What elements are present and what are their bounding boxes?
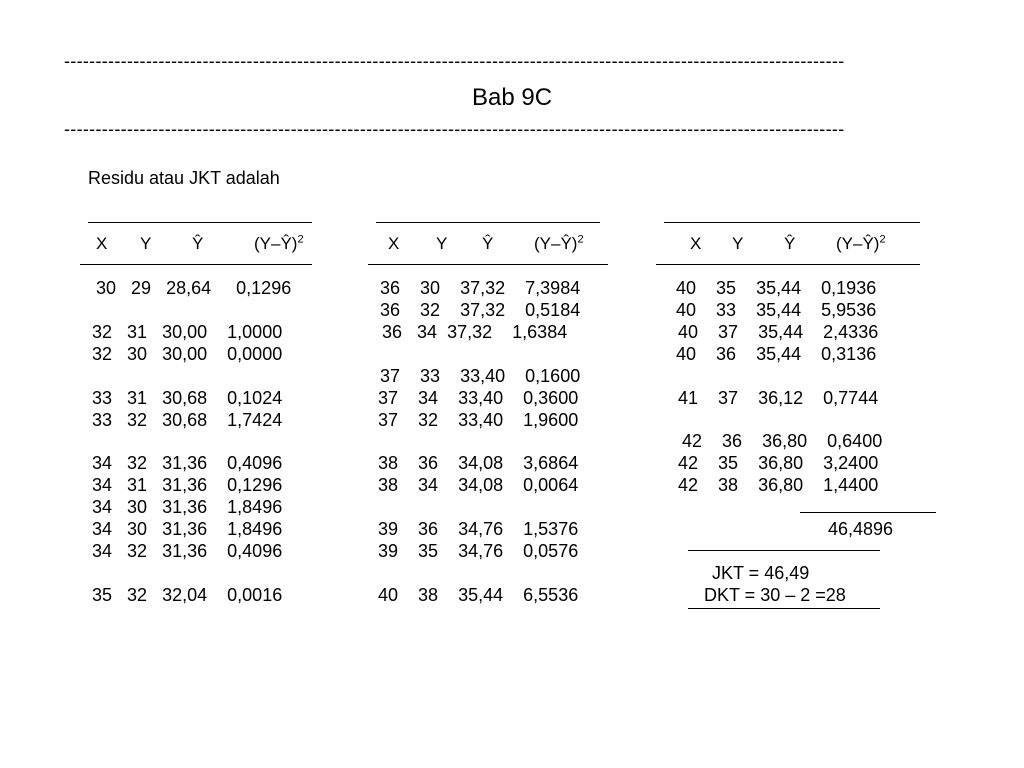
table2-row: 40 38 35,44 6,5536 [378, 585, 579, 605]
table2-row: 38 36 34,08 3,6864 [378, 453, 579, 473]
table1-row: 34 31 31,36 0,1296 [92, 475, 283, 495]
result-top-rule [688, 550, 880, 551]
table1-row: 33 32 30,68 1,7424 [92, 410, 283, 430]
slide-title: Bab 9C [471, 84, 553, 111]
table2-row: 36 34 37,32 1,6384 [382, 322, 568, 342]
table3-row: 40 36 35,44 0,3136 [676, 344, 877, 364]
table1-row: 32 30 30,00 0,0000 [92, 344, 283, 364]
table2-header-rule [368, 264, 608, 265]
table1-row: 34 32 31,36 0,4096 [92, 453, 283, 473]
table2-row: 36 32 37,32 0,5184 [380, 300, 581, 320]
table2-row: 37 32 33,40 1,9600 [378, 410, 579, 430]
result-bottom-rule [688, 608, 880, 609]
table1-row: 33 31 30,68 0,1024 [92, 388, 283, 408]
residual-sum-total: 46,4896 [828, 519, 894, 539]
table3-row: 41 37 36,12 0,7744 [678, 388, 879, 408]
table2-top-rule [376, 222, 600, 223]
table3-header-x: X [690, 234, 702, 253]
table3-header-rule [656, 264, 920, 265]
table3-row: 42 38 36,80 1,4400 [678, 475, 879, 495]
table2-header-residual-sq: (Y–Ŷ)$^2$ [534, 233, 584, 253]
dkt-result: DKT = 30 – 2 =28 [704, 585, 846, 605]
table2-row: 39 35 34,76 0,0576 [378, 541, 579, 561]
table1-row: 34 30 31,36 1,8496 [92, 497, 283, 517]
table2-header-x: X [388, 234, 400, 253]
table1-header-y: Y [140, 234, 152, 253]
table3-header-y: Y [732, 234, 744, 253]
table1-row: 35 32 32,04 0,0016 [92, 585, 283, 605]
table1-header-x: X [96, 234, 108, 253]
table1-header-yhat: Ŷ [192, 234, 204, 253]
sum-rule [800, 512, 936, 513]
table3-header-yhat: Ŷ [784, 234, 796, 253]
table2-row: 38 34 34,08 0,0064 [378, 475, 579, 495]
top-dashed-rule: ---------------------------------------------------------------------------------------------------------------------------- [64, 51, 845, 71]
table3-row: 42 36 36,80 0,6400 [682, 431, 883, 451]
table3-row: 42 35 36,80 3,2400 [678, 453, 879, 473]
table3-row: 40 37 35,44 2,4336 [678, 322, 879, 342]
table3-row: 40 33 35,44 5,9536 [676, 300, 877, 320]
table3-row: 40 35 35,44 0,1936 [676, 278, 877, 298]
table2-header-y: Y [436, 234, 448, 253]
intro-text: Residu atau JKT adalah [88, 168, 280, 188]
jkt-result: JKT = 46,49 [712, 563, 810, 583]
table2-row: 37 34 33,40 0,3600 [378, 388, 579, 408]
table1-top-rule [88, 222, 312, 223]
table1-row: 34 30 31,36 1,8496 [92, 519, 283, 539]
table2-row: 36 30 37,32 7,3984 [380, 278, 581, 298]
table2-header-yhat: Ŷ [482, 234, 494, 253]
table2-row: 37 33 33,40 0,1600 [380, 366, 581, 386]
bottom-dashed-rule: ---------------------------------------------------------------------------------------------------------------------------- [64, 119, 845, 139]
table1-row: 30 29 28,64 0,1296 [96, 278, 292, 298]
table1-header-rule [80, 264, 312, 265]
table1-row: 34 32 31,36 0,4096 [92, 541, 283, 561]
table3-header-residual-sq: (Y–Ŷ)$^2$ [836, 233, 886, 253]
table2-row: 39 36 34,76 1,5376 [378, 519, 579, 539]
table1-header-residual-sq: (Y–Ŷ)$^2$ [254, 233, 304, 253]
table3-top-rule [664, 222, 920, 223]
table1-row: 32 31 30,00 1,0000 [92, 322, 283, 342]
